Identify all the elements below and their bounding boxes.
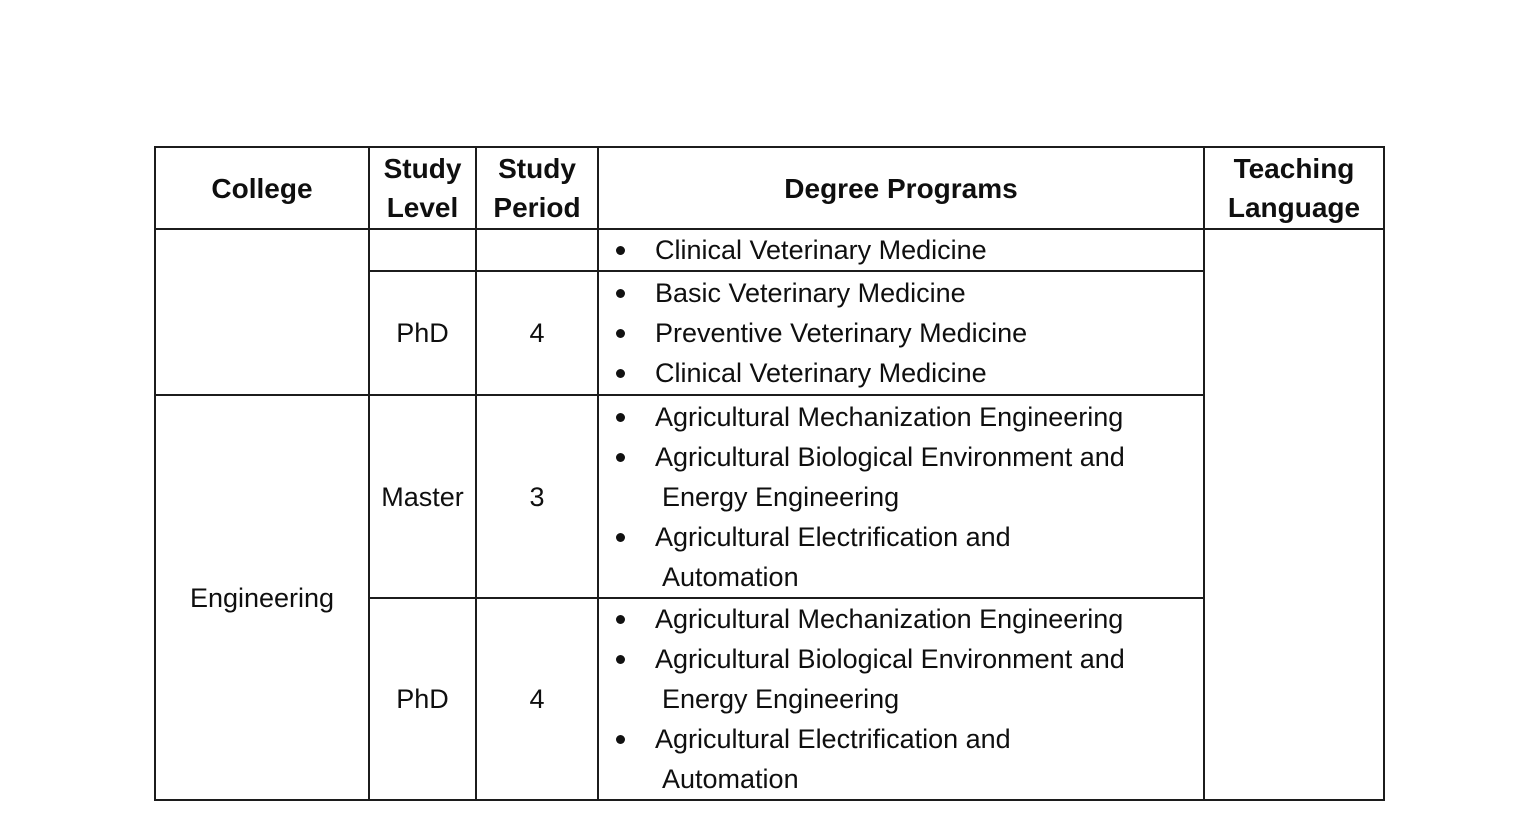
degree-programs-cell [598, 598, 1204, 800]
degree-program-name: Agricultural Mechanization Engineering [655, 401, 1124, 432]
degree-program-item [599, 230, 1203, 270]
degree-program-name-continued: Energy Engineering [662, 684, 900, 714]
bullet-icon [616, 533, 625, 542]
table-row [155, 395, 1384, 598]
bullet-icon [616, 655, 625, 664]
bullet-icon [616, 413, 625, 422]
degree-programs-cell [598, 395, 1204, 598]
header-college: College [155, 147, 369, 229]
study-level-cell [369, 229, 476, 271]
degree-program-name: Agricultural Mechanization Engineering [655, 604, 1124, 634]
degree-program-item [599, 639, 1203, 719]
study-period-cell: 4 [476, 271, 598, 395]
bullet-icon [616, 329, 625, 338]
degree-program-item [599, 397, 1203, 437]
degree-program-name: Agricultural Electrification and [655, 521, 1011, 552]
degree-program-name: Preventive Veterinary Medicine [655, 318, 1028, 348]
degree-program-name-continued: Energy Engineering [662, 481, 900, 512]
bullet-icon [616, 735, 625, 744]
bullet-icon [616, 369, 625, 378]
degree-program-item [599, 517, 1203, 597]
degree-program-name-continued: Automation [662, 561, 799, 592]
degree-program-name-continued: Automation [662, 764, 799, 794]
degree-program-name: Agricultural Biological Environment and [655, 441, 1125, 472]
degree-program-name: Clinical Veterinary Medicine [655, 358, 987, 388]
table-header-row [155, 147, 1384, 229]
degree-program-item [599, 273, 1203, 313]
college-cell-veterinary [155, 229, 369, 395]
degree-program-name: Basic Veterinary Medicine [655, 278, 966, 308]
header-degree-programs: Degree Programs [598, 147, 1204, 229]
study-period-cell: 3 [476, 395, 598, 598]
study-level-cell: PhD [369, 598, 476, 800]
bullet-icon [616, 289, 625, 298]
bullet-icon [616, 453, 625, 462]
teaching-language-cell [1204, 229, 1384, 800]
table-row [155, 229, 1384, 271]
college-cell-engineering: Engineering [155, 395, 369, 800]
bullet-icon [616, 246, 625, 255]
study-period-cell [476, 229, 598, 271]
header-teaching-language: Teaching Language [1204, 147, 1384, 229]
header-study-level: Study Level [369, 147, 476, 229]
degree-program-name: Agricultural Electrification and [655, 724, 1011, 754]
degree-program-item [599, 353, 1203, 393]
degree-program-item [599, 437, 1203, 517]
degree-programs-cell [598, 271, 1204, 395]
degree-programs-table [154, 146, 1385, 801]
degree-program-name: Clinical Veterinary Medicine [655, 235, 987, 265]
degree-program-item [599, 719, 1203, 799]
header-study-period: Study Period [476, 147, 598, 229]
study-level-cell: Master [369, 395, 476, 598]
study-period-cell: 4 [476, 598, 598, 800]
degree-programs-cell [598, 229, 1204, 271]
bullet-icon [616, 615, 625, 624]
degree-program-name: Agricultural Biological Environment and [655, 644, 1125, 674]
study-level-cell: PhD [369, 271, 476, 395]
degree-program-item [599, 313, 1203, 353]
degree-program-item [599, 599, 1203, 639]
